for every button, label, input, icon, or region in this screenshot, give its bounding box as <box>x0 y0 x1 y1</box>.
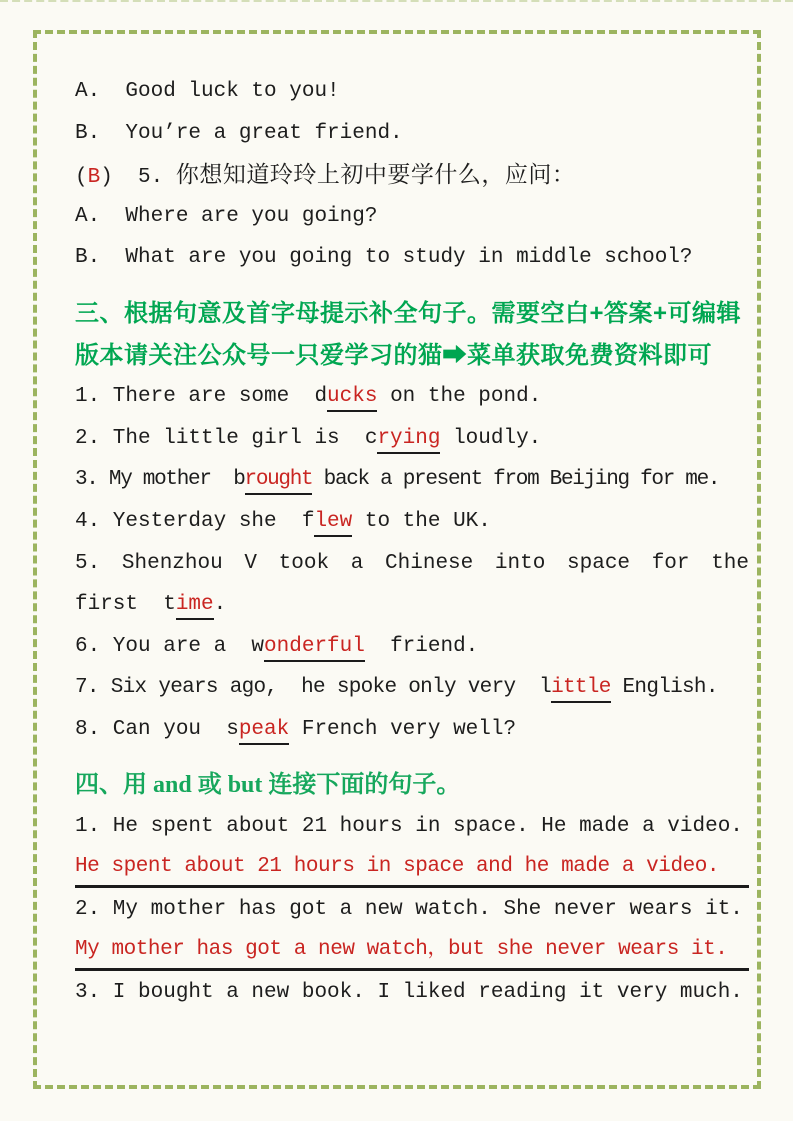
text-line <box>75 543 749 585</box>
text-segment: 四、用 and 或 but 连接下面的句子。 <box>75 771 461 798</box>
multiple-choice-tail <box>75 71 749 279</box>
text-line <box>75 501 749 543</box>
section-heading <box>75 293 749 335</box>
text-segment: loudly. <box>440 426 542 450</box>
text-segment: 8. Can you s <box>75 717 239 741</box>
text-segment: back a present from Beijing for me. <box>312 468 720 492</box>
text-segment: 1. There are some d <box>75 385 328 409</box>
text-line <box>75 71 749 113</box>
answer-word: rying <box>377 427 440 454</box>
answer-word: ime <box>176 593 214 620</box>
text-line <box>75 376 749 418</box>
answer-word: lew <box>314 510 352 537</box>
text-segment: 7. Six years ago, he spoke only very l <box>75 676 552 700</box>
text-segment: ( <box>75 166 88 190</box>
top-edge-dashes <box>0 0 793 2</box>
text-segment: on the pond. <box>377 385 542 409</box>
text-segment: 4. Yesterday she f <box>75 509 315 533</box>
text-segment: French very well? <box>289 717 517 741</box>
answer-word: rought <box>245 468 313 495</box>
text-segment: B. What are you going to study in middle school? <box>75 246 693 270</box>
text-segment: to the UK. <box>352 509 491 533</box>
text-line <box>75 972 749 1014</box>
text-line <box>75 889 749 931</box>
text-line <box>75 237 749 279</box>
answer-line <box>75 848 749 889</box>
text-segment: 三、根据句意及首字母提示补全句子。需要空白+答案+可编辑 <box>75 299 742 327</box>
answer-word: ucks <box>327 385 377 412</box>
answer-word: ittle <box>551 676 611 703</box>
text-segment: ) 5. <box>100 166 176 190</box>
text-segment: 2. The little girl is c <box>75 426 378 450</box>
answer-word: peak <box>239 718 289 745</box>
text-segment: 1. He spent about 21 hours in space. He made a video. <box>75 815 743 839</box>
section-heading <box>75 335 749 377</box>
text-segment: My mother has got a new watch，but she never wears it. <box>75 937 728 961</box>
text-segment: 6. You are a w <box>75 634 265 658</box>
section-3-fill-in-blanks <box>75 293 749 751</box>
text-line <box>75 154 749 196</box>
text-line <box>75 626 749 668</box>
answer-line <box>75 931 749 972</box>
text-segment: B <box>87 166 101 190</box>
text-segment: B. You’re a great friend. <box>75 121 403 145</box>
text-segment: 3. I bought a new book. I liked reading it very much. <box>75 981 743 1005</box>
text-segment: 你想知道玲玲上初中要学什么，应问： <box>175 162 576 188</box>
text-segment: 3. My mother b <box>75 468 245 492</box>
text-line <box>75 584 749 626</box>
section-heading <box>75 765 749 807</box>
text-segment: 版本请关注公众号一只爱学习的猫➡菜单获取免费资料即可 <box>75 341 712 369</box>
section-4-combine-sentences <box>75 765 749 1015</box>
text-segment: first t <box>75 593 176 617</box>
text-segment: English. <box>610 676 718 700</box>
text-segment: friend. <box>364 634 479 658</box>
answer-word: onderful <box>264 635 365 662</box>
text-segment: 2. My mother has got a new watch. She never wears it. <box>75 898 743 922</box>
text-line <box>75 459 749 501</box>
text-line <box>75 113 749 155</box>
text-line <box>75 418 749 460</box>
text-segment: A. Good luck to you! <box>75 80 340 103</box>
text-line <box>75 667 749 709</box>
text-line <box>75 806 749 848</box>
text-line <box>75 196 749 238</box>
text-segment: 5. Shenzhou V took a Chinese into space for the <box>75 551 749 575</box>
text-segment: He spent about 21 hours in space and he made a video. <box>75 854 720 878</box>
text-line <box>75 709 749 751</box>
worksheet-content <box>75 71 749 1014</box>
text-segment: . <box>213 593 227 617</box>
text-segment: A. Where are you going? <box>75 204 378 228</box>
